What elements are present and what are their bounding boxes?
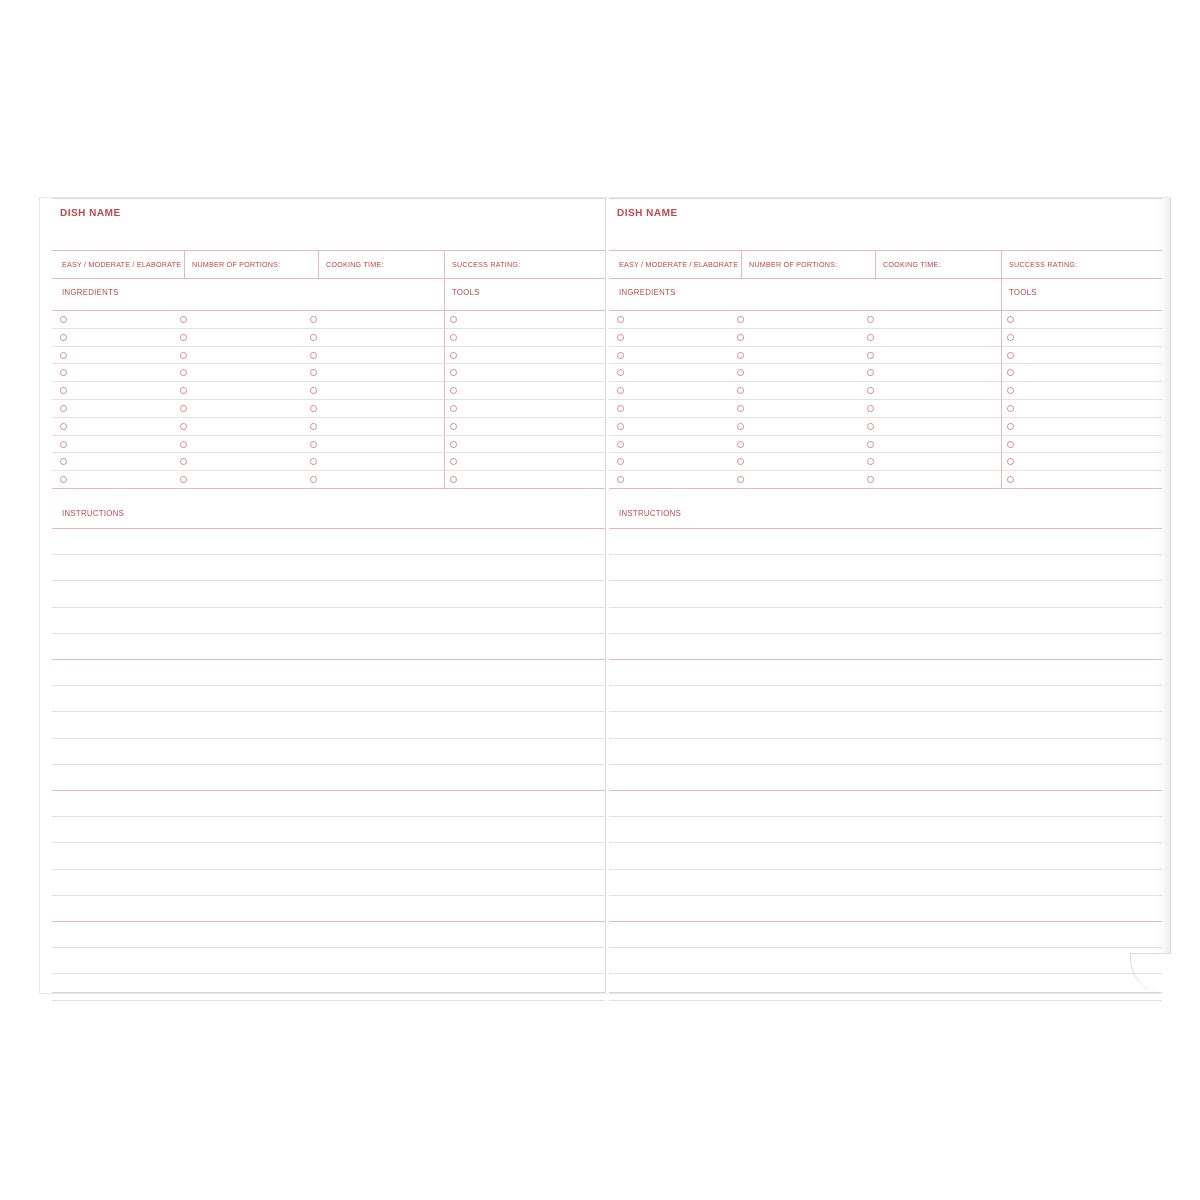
ingredient-row-rule <box>609 470 1162 471</box>
instruction-line[interactable] <box>609 869 1162 870</box>
instruction-line[interactable] <box>52 1000 605 1001</box>
meta-label-portions: NUMBER OF PORTIONS: <box>192 260 281 269</box>
recipe-journal-spread <box>40 198 1170 993</box>
ingredient-row-rule <box>609 346 1162 347</box>
ingredient-checkbox[interactable] <box>617 369 624 376</box>
ingredient-checkbox[interactable] <box>867 369 874 376</box>
ingredient-checkbox[interactable] <box>867 405 874 412</box>
ingredient-checkbox[interactable] <box>60 458 67 465</box>
ingredient-checkbox[interactable] <box>617 423 624 430</box>
ingredient-checkbox[interactable] <box>737 334 744 341</box>
ingredient-row-rule <box>52 452 605 453</box>
dish-name-label: DISH NAME <box>617 208 678 219</box>
tool-checkbox[interactable] <box>1007 334 1014 341</box>
ingredient-checkbox[interactable] <box>867 476 874 483</box>
meta-divider-1 <box>318 250 319 278</box>
ingredient-checkbox[interactable] <box>180 334 187 341</box>
meta-label-success_rating: SUCCESS RATING: <box>452 260 521 269</box>
ingredient-checkbox[interactable] <box>180 476 187 483</box>
ingredient-row-rule <box>52 470 605 471</box>
ingredient-row-rule <box>52 363 605 364</box>
instruction-line[interactable] <box>52 973 605 974</box>
ingredient-checkbox[interactable] <box>60 387 67 394</box>
instruction-line[interactable] <box>609 842 1162 843</box>
instruction-line[interactable] <box>52 947 605 948</box>
ingredient-checkbox[interactable] <box>310 369 317 376</box>
instruction-line[interactable] <box>609 895 1162 896</box>
ingredient-checkbox[interactable] <box>180 405 187 412</box>
instruction-line[interactable] <box>52 528 605 529</box>
ingredient-checkbox[interactable] <box>737 352 744 359</box>
ingredient-checkbox[interactable] <box>737 387 744 394</box>
meta-divider-0 <box>184 250 185 278</box>
ingredient-checkbox[interactable] <box>867 316 874 323</box>
ingredient-row-rule <box>52 417 605 418</box>
ingredient-checkbox[interactable] <box>310 387 317 394</box>
instruction-line[interactable] <box>52 607 605 608</box>
instruction-line[interactable] <box>609 659 1162 660</box>
tool-checkbox[interactable] <box>450 334 457 341</box>
ingredient-checkbox[interactable] <box>310 352 317 359</box>
ingredient-checkbox[interactable] <box>867 387 874 394</box>
ingredient-row-rule <box>609 435 1162 436</box>
ingredient-checkbox[interactable] <box>867 334 874 341</box>
meta-label-cooking_time: COOKING TIME: <box>326 260 384 269</box>
ingredient-checkbox[interactable] <box>617 405 624 412</box>
tool-checkbox[interactable] <box>1007 405 1014 412</box>
tools-label: TOOLS <box>1009 288 1037 297</box>
ingredient-row-rule <box>609 328 1162 329</box>
ingredient-row-rule <box>609 399 1162 400</box>
instruction-line[interactable] <box>52 685 605 686</box>
tool-checkbox[interactable] <box>450 405 457 412</box>
dish-name-rule <box>609 250 1162 251</box>
ingredient-checkbox[interactable] <box>737 476 744 483</box>
ingredient-checkbox[interactable] <box>60 352 67 359</box>
instruction-line[interactable] <box>52 895 605 896</box>
ingredient-checkbox[interactable] <box>737 405 744 412</box>
ingredient-checkbox[interactable] <box>617 352 624 359</box>
ingredient-checkbox[interactable] <box>60 423 67 430</box>
meta-label-difficulty: EASY / MODERATE / ELABORATE <box>62 260 182 269</box>
ingredient-row-rule <box>52 328 605 329</box>
ingredient-checkbox[interactable] <box>60 334 67 341</box>
ingredient-checkbox[interactable] <box>617 334 624 341</box>
meta-divider-2 <box>1001 250 1002 278</box>
instruction-line[interactable] <box>52 580 605 581</box>
ingredient-row-rule <box>609 363 1162 364</box>
ingredient-row-rule <box>609 417 1162 418</box>
meta-label-cooking_time: COOKING TIME: <box>883 260 941 269</box>
instruction-line[interactable] <box>52 711 605 712</box>
meta-label-portions: NUMBER OF PORTIONS: <box>749 260 838 269</box>
tool-checkbox[interactable] <box>1007 369 1014 376</box>
meta-row-rule <box>609 278 1162 279</box>
instruction-line[interactable] <box>52 764 605 765</box>
ingredient-checkbox[interactable] <box>867 458 874 465</box>
ingredient-checkbox[interactable] <box>180 423 187 430</box>
instruction-line[interactable] <box>609 580 1162 581</box>
instruction-line[interactable] <box>609 816 1162 817</box>
ingredient-checkbox[interactable] <box>310 458 317 465</box>
dish-name-label: DISH NAME <box>60 208 121 219</box>
ingredient-checkbox[interactable] <box>180 369 187 376</box>
ingredient-checkbox[interactable] <box>617 316 624 323</box>
ingredients-label: INGREDIENTS <box>62 288 119 297</box>
tool-checkbox[interactable] <box>450 423 457 430</box>
instruction-line[interactable] <box>609 528 1162 529</box>
ingredient-row-rule <box>52 381 605 382</box>
tool-checkbox[interactable] <box>450 316 457 323</box>
meta-label-success_rating: SUCCESS RATING: <box>1009 260 1078 269</box>
ingredient-checkbox[interactable] <box>60 316 67 323</box>
ingredient-checkbox[interactable] <box>617 458 624 465</box>
instruction-line[interactable] <box>609 947 1162 948</box>
instruction-line[interactable] <box>609 790 1162 791</box>
ingredient-checkbox[interactable] <box>310 316 317 323</box>
tool-checkbox[interactable] <box>1007 387 1014 394</box>
meta-divider-1 <box>875 250 876 278</box>
ingredient-checkbox[interactable] <box>180 352 187 359</box>
card-bottom-border <box>52 992 605 993</box>
ingredient-checkbox[interactable] <box>310 334 317 341</box>
ingredient-row-rule <box>52 346 605 347</box>
ingredient-checkbox[interactable] <box>737 316 744 323</box>
instruction-line[interactable] <box>609 1000 1162 1001</box>
ingredient-checkbox[interactable] <box>180 458 187 465</box>
ingredient-row-rule <box>609 381 1162 382</box>
tool-checkbox[interactable] <box>450 458 457 465</box>
ingredient-checkbox[interactable] <box>617 387 624 394</box>
ingredients-block-bottom-rule <box>609 488 1162 489</box>
instruction-line[interactable] <box>609 973 1162 974</box>
card-top-border <box>609 198 1162 199</box>
ingredient-checkbox[interactable] <box>60 476 67 483</box>
ingredient-checkbox[interactable] <box>737 458 744 465</box>
tool-checkbox[interactable] <box>450 441 457 448</box>
ingredient-checkbox[interactable] <box>737 423 744 430</box>
instruction-line[interactable] <box>609 764 1162 765</box>
tool-checkbox[interactable] <box>450 369 457 376</box>
ingredient-checkbox[interactable] <box>180 316 187 323</box>
ingredient-checkbox[interactable] <box>310 441 317 448</box>
ingredient-checkbox[interactable] <box>60 441 67 448</box>
instruction-line[interactable] <box>609 711 1162 712</box>
section-label-rule <box>609 310 1162 311</box>
instruction-line[interactable] <box>609 607 1162 608</box>
ingredient-checkbox[interactable] <box>867 423 874 430</box>
section-label-rule <box>52 310 605 311</box>
instruction-line[interactable] <box>52 816 605 817</box>
ingredient-row-rule <box>609 452 1162 453</box>
ingredient-checkbox[interactable] <box>180 387 187 394</box>
tool-checkbox[interactable] <box>1007 458 1014 465</box>
instruction-line[interactable] <box>52 869 605 870</box>
instruction-line[interactable] <box>52 790 605 791</box>
instruction-line[interactable] <box>609 554 1162 555</box>
ingredient-checkbox[interactable] <box>737 441 744 448</box>
instruction-line[interactable] <box>52 633 605 634</box>
ingredient-checkbox[interactable] <box>310 423 317 430</box>
tool-checkbox[interactable] <box>1007 352 1014 359</box>
instruction-line[interactable] <box>52 921 605 922</box>
ingredient-checkbox[interactable] <box>867 352 874 359</box>
instruction-line[interactable] <box>52 738 605 739</box>
instruction-line[interactable] <box>52 554 605 555</box>
recipe-page-left <box>52 198 605 993</box>
instructions-label: INSTRUCTIONS <box>619 509 682 518</box>
ingredient-row-rule <box>52 435 605 436</box>
ingredient-checkbox[interactable] <box>60 369 67 376</box>
tool-checkbox[interactable] <box>450 352 457 359</box>
card-bottom-border <box>609 992 1162 993</box>
ingredient-row-rule <box>52 399 605 400</box>
dish-name-rule <box>52 250 605 251</box>
meta-row-rule <box>52 278 605 279</box>
ingredients-label: INGREDIENTS <box>619 288 676 297</box>
card-top-border <box>52 198 605 199</box>
instruction-line[interactable] <box>52 842 605 843</box>
instructions-label: INSTRUCTIONS <box>62 509 125 518</box>
ingredients-block-bottom-rule <box>52 488 605 489</box>
meta-label-difficulty: EASY / MODERATE / ELABORATE <box>619 260 739 269</box>
meta-divider-2 <box>444 250 445 278</box>
tools-label: TOOLS <box>452 288 480 297</box>
ingredient-checkbox[interactable] <box>737 369 744 376</box>
instruction-line[interactable] <box>52 659 605 660</box>
tool-checkbox[interactable] <box>1007 441 1014 448</box>
ingredient-checkbox[interactable] <box>310 405 317 412</box>
meta-divider-0 <box>741 250 742 278</box>
ingredient-checkbox[interactable] <box>617 476 624 483</box>
recipe-page-right <box>609 198 1162 993</box>
ingredient-checkbox[interactable] <box>180 441 187 448</box>
tool-checkbox[interactable] <box>450 476 457 483</box>
book-spine <box>605 198 606 993</box>
instruction-line[interactable] <box>609 633 1162 634</box>
instruction-line[interactable] <box>609 685 1162 686</box>
tool-checkbox[interactable] <box>1007 423 1014 430</box>
instruction-line[interactable] <box>609 738 1162 739</box>
tool-checkbox[interactable] <box>1007 316 1014 323</box>
ingredient-checkbox[interactable] <box>60 405 67 412</box>
ingredient-checkbox[interactable] <box>617 441 624 448</box>
ingredient-checkbox[interactable] <box>867 441 874 448</box>
tool-checkbox[interactable] <box>1007 476 1014 483</box>
tool-checkbox[interactable] <box>450 387 457 394</box>
instruction-line[interactable] <box>609 921 1162 922</box>
ingredient-checkbox[interactable] <box>310 476 317 483</box>
